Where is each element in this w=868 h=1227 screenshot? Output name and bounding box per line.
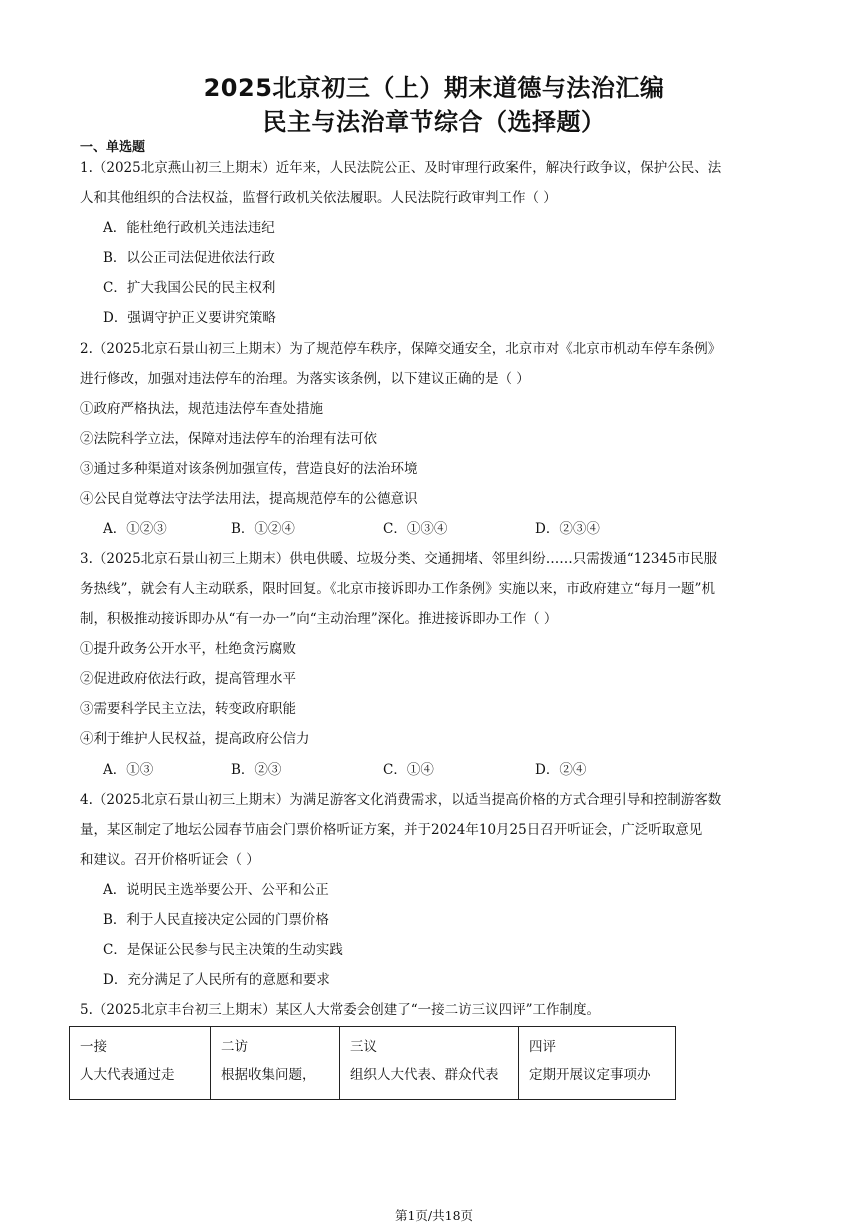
page-subtitle: 民主与法治章节综合（选择题） [262, 108, 606, 136]
table-cell [70, 1027, 211, 1100]
q3-stem-line2: 务热线”，就会有人主动联系，限时回复。《北京市接诉即办工作条例》实施以来，市政府建立“每月一题”机 [80, 581, 715, 597]
q4-option-b: B．利于人民直接决定公园的门票价格 [103, 912, 329, 928]
q3-choice-a: A．①③ [103, 762, 154, 778]
q2-choice-c: C．①③④ [383, 521, 448, 537]
table-header: 二访 [221, 1039, 248, 1055]
table-cell [340, 1027, 519, 1100]
q3-choice-b: B．②③ [231, 762, 282, 778]
page-title: 2025北京初三（上）期末道德与法治汇编 [203, 74, 665, 102]
table-cell [211, 1027, 340, 1100]
q4-stem-line3: 和建议。召开价格听证会（ ） [80, 852, 260, 868]
q3-choice-d: D．②④ [535, 762, 587, 778]
q4-option-a: A．说明民主选举要公开、公平和公正 [103, 882, 329, 898]
q2-choice-d: D．②③④ [535, 521, 600, 537]
q1-option-c: C．扩大我国公民的民主权利 [103, 280, 276, 296]
table-cell-text: 定期开展议定事项办 [529, 1067, 651, 1083]
q2-statement-2: ②法院科学立法，保障对违法停车的治理有法可依 [80, 431, 377, 447]
q2-stem-line1: 2.（2025北京石景山初三上期末）为了规范停车秩序，保障交通安全，北京市对《北京市机动车停车条例》 [80, 341, 722, 357]
q2-statement-3: ③通过多种渠道对该条例加强宣传，营造良好的法治环境 [80, 461, 418, 477]
table-cell-text: 组织人大代表、群众代表 [350, 1067, 499, 1083]
q2-choice-a: A．①②③ [103, 521, 167, 537]
table-cell-text: 人大代表通过走 [80, 1067, 175, 1083]
q1-option-d: D．强调守护正义要讲究策略 [103, 310, 276, 326]
q4-option-c: C．是保证公民参与民主决策的生动实践 [103, 942, 343, 958]
q1-stem-line2: 人和其他组织的合法权益，监督行政机关依法履职。人民法院行政审判工作（ ） [80, 190, 557, 206]
q5-table [69, 1026, 676, 1100]
q2-statement-1: ①政府严格执法，规范违法停车查处措施 [80, 401, 323, 417]
q3-stem-line1: 3.（2025北京石景山初三上期末）供电供暖、垃圾分类、交通拥堵、邻里纠纷……只需拨通“12345市民服 [80, 551, 718, 567]
page-footer: 第1页/共18页 [394, 1208, 474, 1223]
q4-stem-line2: 量，某区制定了地坛公园春节庙会门票价格听证方案，并于2024年10月25日召开听证会，广泛听取意见 [80, 822, 703, 838]
table-header: 三议 [350, 1039, 377, 1055]
q2-choice-b: B．①②④ [231, 521, 295, 537]
table-header: 四评 [529, 1039, 556, 1055]
q2-stem-line2: 进行修改，加强对违法停车的治理。为落实该条例，以下建议正确的是（ ） [80, 371, 530, 387]
q3-statement-4: ④利于维护人民权益，提高政府公信力 [80, 731, 310, 747]
table-row [70, 1027, 676, 1100]
q4-option-d: D．充分满足了人民所有的意愿和要求 [103, 972, 330, 988]
table-header: 一接 [80, 1039, 107, 1055]
section-heading: 一、单选题 [80, 140, 146, 155]
q1-option-b: B．以公正司法促进依法行政 [103, 250, 275, 266]
q3-statement-2: ②促进政府依法行政，提高管理水平 [80, 671, 296, 687]
q3-statement-1: ①提升政务公开水平，杜绝贪污腐败 [80, 641, 296, 657]
q3-statement-3: ③需要科学民主立法，转变政府职能 [80, 701, 296, 717]
table-cell-text: 根据收集问题， [221, 1067, 316, 1083]
q1-stem-line1: 1.（2025北京燕山初三上期末）近年来，人民法院公正、及时审理行政案件，解决行政争议，保护公民、法 [80, 160, 722, 176]
q3-stem-line3: 制，积极推动接诉即办从“有一办一”向“主动治理”深化。推进接诉即办工作（ ） [80, 611, 558, 627]
q2-statement-4: ④公民自觉尊法守法学法用法，提高规范停车的公德意识 [80, 491, 418, 507]
q3-choice-c: C．①④ [383, 762, 434, 778]
q5-stem-line1: 5.（2025北京丰台初三上期末）某区人大常委会创建了“一接二访三议四评”工作制度。 [80, 1002, 601, 1018]
table-cell [519, 1027, 676, 1100]
q4-stem-line1: 4.（2025北京石景山初三上期末）为满足游客文化消费需求，以适当提高价格的方式合理引导和控制游客数 [80, 792, 722, 808]
q1-option-a: A．能杜绝行政机关违法违纪 [103, 220, 275, 236]
